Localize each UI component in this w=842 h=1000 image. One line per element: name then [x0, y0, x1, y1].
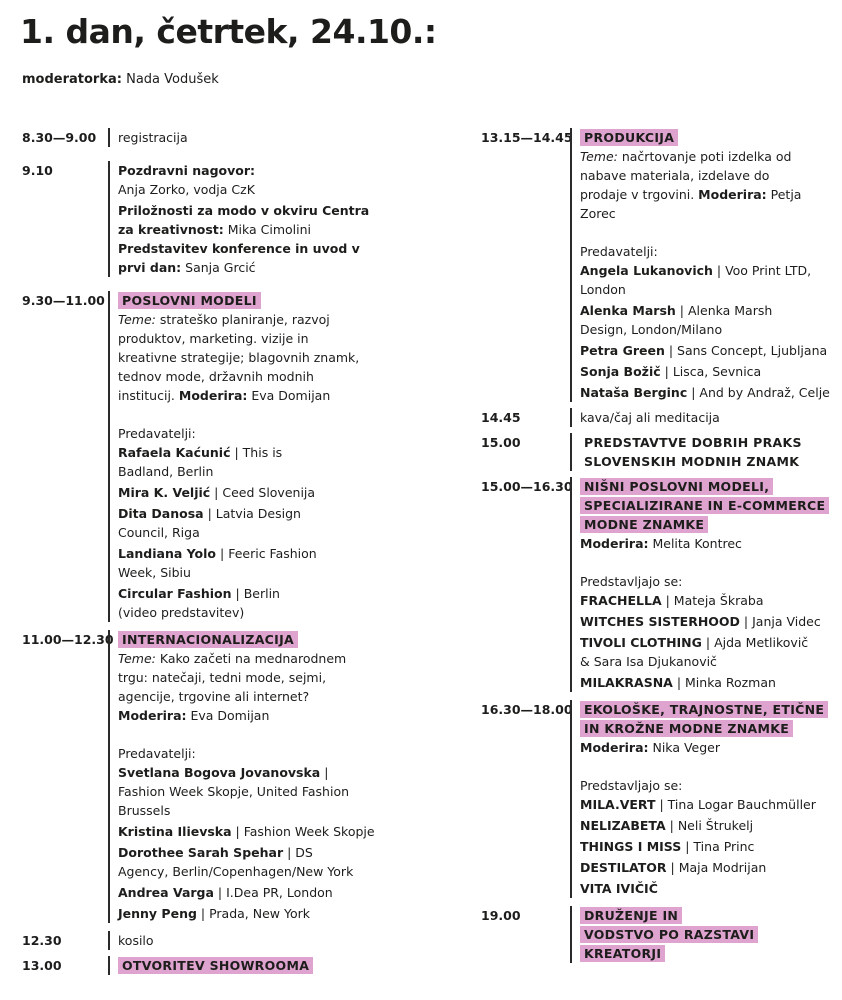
session-tag: POSLOVNI MODELI	[118, 292, 261, 309]
entry-lunch	[22, 931, 422, 950]
entry-produkcija	[481, 128, 836, 402]
entry-time: 9.30—11.00	[22, 293, 105, 308]
entry-time: 8.30—9.00	[22, 130, 97, 145]
day-moderator	[22, 72, 219, 87]
session-heading-cont: SLOVENSKIH MODNIH ZNAMK	[584, 454, 800, 469]
session-tag: INTERNACIONALIZACIJA	[118, 631, 298, 648]
presenter-line: NELIZABETA | Neli Štrukelj	[580, 818, 754, 833]
session-tag: OTVORITEV SHOWROOMA	[118, 957, 313, 974]
speaker-line: Jenny Peng | Prada, New York	[118, 906, 310, 921]
entry-showroom	[22, 956, 422, 975]
speaker-line: Nataša Berginc | And by Andraž, Celje	[580, 385, 830, 400]
presenter-line: WITCHES SISTERHOOD | Janja Videc	[580, 614, 821, 629]
entry-registration	[22, 128, 422, 147]
welcome-item-centre	[118, 201, 422, 239]
presenter-line: FRACHELLA | Mateja Škraba	[580, 593, 764, 608]
session-tag: PRODUKCIJA	[580, 129, 678, 146]
item-heading: Priložnosti za modo v okviru Centra	[118, 203, 370, 218]
speaker-line: Circular Fashion | Berlin (video predstavitev)	[118, 586, 280, 620]
session-moderator: Moderira: Nika Veger	[580, 740, 720, 755]
session-tag-cont: VODSTVO PO RAZSTAVI	[580, 926, 758, 943]
speaker-line: Petra Green | Sans Concept, Ljubljana	[580, 343, 828, 358]
session-tag-cont: MODNE ZNAMKE	[580, 516, 708, 533]
entry-druzenje	[481, 906, 836, 963]
program-right-column	[481, 128, 836, 963]
session-topics: Teme: strateško planiranje, razvoj produktov, marketing. vizije in kreativne strategije; blagovnih znamk, tednov mode, državnih modnih institucij. Moderira: Eva Domijan	[118, 312, 360, 403]
speaker-line: Dita Danosa | Latvia Design Council, Riga	[118, 506, 301, 540]
entry-text: registracija	[118, 130, 188, 145]
speaker-line: Mira K. Veljić | Ceed Slovenija	[118, 485, 316, 500]
speaker-line: Kristina Ilievska | Fashion Week Skopje	[118, 824, 375, 839]
entry-time: 14.45	[481, 410, 521, 425]
session-heading: PREDSTAVTVE DOBRIH PRAKS	[584, 435, 802, 450]
speaker-line: Sonja Božič | Lisca, Sevnica	[580, 364, 762, 379]
entry-time: 16.30—18.00	[481, 702, 573, 717]
welcome-item-intro	[118, 239, 422, 277]
speaker-line: Angela Lukanovich | Voo Print LTD, London	[580, 263, 812, 297]
welcome-speaker: Anja Zorko, vodja CzK	[118, 182, 255, 197]
presenter-line: TIVOLI CLOTHING | Ajda Metlikovič & Sara Isa Djukanovič	[580, 635, 809, 669]
session-topics: Teme: Kako začeti na mednarodnem trgu: natečaji, tedni mode, sejmi, agencije, trgovine ali internet?	[118, 651, 347, 704]
entry-time: 12.30	[22, 933, 62, 948]
speaker-line: Svetlana Bogova Jovanovska | Fashion Week Skopje, United Fashion Brussels	[118, 765, 350, 818]
entry-time: 15.00	[481, 435, 521, 450]
item-speaker: Sanja Grcić	[181, 260, 256, 275]
session-tag-cont: IN KROŽNE MODNE ZNAMKE	[580, 720, 793, 737]
entry-welcome	[22, 161, 422, 277]
page-title: 1. dan, četrtek, 24.10.:	[20, 12, 437, 51]
speakers-heading: Predavatelji:	[118, 426, 196, 441]
session-tag: EKOLOŠKE, TRAJNOSTNE, ETIČNE	[580, 701, 828, 718]
presenter-line: MILAKRASNA | Minka Rozman	[580, 675, 776, 690]
presenter-line: VITA IVIČIČ	[580, 881, 658, 896]
entry-time: 9.10	[22, 163, 53, 178]
entry-eko-znamke	[481, 700, 836, 898]
presenters-heading: Predstavljajo se:	[580, 778, 683, 793]
session-tag: DRUŽENJE IN	[580, 907, 682, 924]
session-tag: NIŠNI POSLOVNI MODELI,	[580, 478, 773, 495]
entry-coffee	[481, 408, 836, 427]
item-heading-cont: prvi dan:	[118, 260, 182, 275]
moderator-label: moderatorka:	[22, 72, 122, 87]
entry-good-practices	[481, 433, 836, 471]
session-moderator: Moderira: Eva Domijan	[118, 708, 270, 723]
speakers-heading: Predavatelji:	[118, 746, 196, 761]
speaker-line: Alenka Marsh | Alenka Marsh Design, London/Milano	[580, 303, 773, 337]
presenter-line: DESTILATOR | Maja Modrijan	[580, 860, 767, 875]
entry-time: 19.00	[481, 908, 521, 923]
speaker-line: Rafaela Kaćunić | This is Badland, Berlin	[118, 445, 283, 479]
entry-poslovni-modeli	[22, 291, 422, 622]
entry-time: 13.15—14.45	[481, 130, 573, 145]
item-speaker: Mika Cimolini	[223, 222, 312, 237]
speaker-line: Andrea Varga | I.Dea PR, London	[118, 885, 333, 900]
program-left-column	[22, 128, 422, 975]
moderator-name: Nada Vodušek	[126, 72, 219, 87]
item-heading-cont: za kreativnost:	[118, 222, 224, 237]
presenters-heading: Predstavljajo se:	[580, 574, 683, 589]
entry-time: 13.00	[22, 958, 62, 973]
item-heading: Predstavitev konference in uvod v	[118, 241, 360, 256]
entry-internacionalizacija	[22, 630, 422, 923]
session-topics: Teme: načrtovanje poti izdelka od nabave materiala, izdelave do prodaje v trgovini. Moderira: Petja Zorec	[580, 149, 802, 221]
entry-nisni-modeli	[481, 477, 836, 692]
session-tag-cont: SPECIALIZIRANE IN E-COMMERCE	[580, 497, 829, 514]
session-moderator: Moderira: Melita Kontrec	[580, 536, 742, 551]
speaker-line: Dorothee Sarah Spehar | DS Agency, Berlin/Copenhagen/New York	[118, 845, 354, 879]
entry-text: kosilo	[118, 933, 154, 948]
session-tag-cont: KREATORJI	[580, 945, 665, 962]
speaker-line: Landiana Yolo | Feeric Fashion Week, Sibiu	[118, 546, 317, 580]
speakers-heading: Predavatelji:	[580, 244, 658, 259]
entry-time: 15.00—16.30	[481, 479, 573, 494]
presenter-line: MILA.VERT | Tina Logar Bauchmüller	[580, 797, 816, 812]
presenter-line: THINGS I MISS | Tina Princ	[580, 839, 755, 854]
welcome-heading: Pozdravni nagovor:	[118, 163, 256, 178]
entry-text: kava/čaj ali meditacija	[580, 410, 720, 425]
entry-time: 11.00—12.30	[22, 632, 114, 647]
